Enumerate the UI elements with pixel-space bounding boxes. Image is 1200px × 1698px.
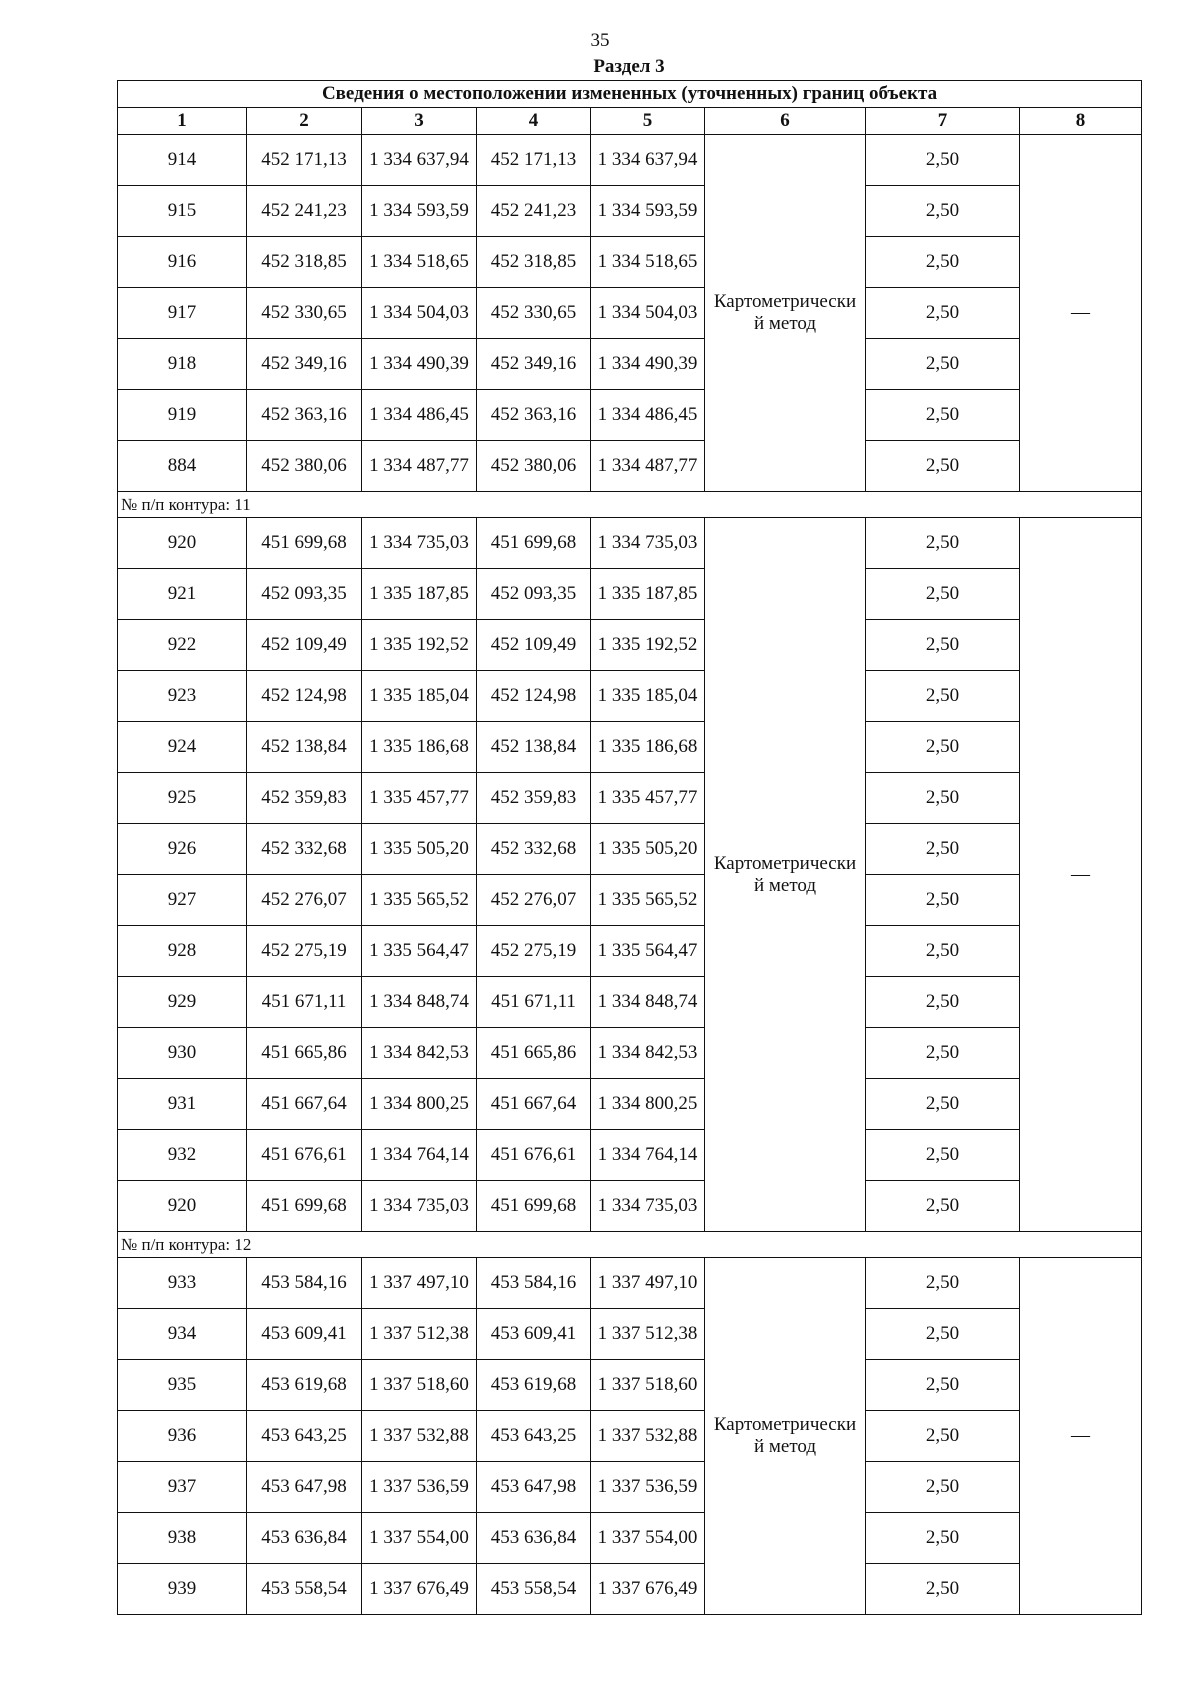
x-old-cell: 453 619,68 (247, 1360, 362, 1411)
method-text-line-2: й метод (753, 313, 817, 334)
x-new-cell: 452 318,85 (477, 237, 591, 288)
y-old-cell: 1 337 536,59 (362, 1462, 477, 1513)
x-new-cell: 453 643,25 (477, 1411, 591, 1462)
x-new-cell: 453 558,54 (477, 1564, 591, 1615)
y-new-cell: 1 337 676,49 (591, 1564, 705, 1615)
x-old-cell: 452 276,07 (247, 875, 362, 926)
x-new-cell: 452 363,16 (477, 390, 591, 441)
accuracy-cell: 2,50 (866, 1079, 1020, 1130)
y-old-cell: 1 334 735,03 (362, 518, 477, 569)
column-header-7: 7 (866, 108, 1020, 135)
table-row (118, 1079, 1142, 1130)
x-old-cell: 453 643,25 (247, 1411, 362, 1462)
y-new-cell: 1 334 486,45 (591, 390, 705, 441)
table-row (118, 824, 1142, 875)
method-text-line-1: Картометрически (713, 291, 857, 312)
accuracy-cell: 2,50 (866, 1564, 1020, 1615)
table-row (118, 441, 1142, 492)
y-old-cell: 1 334 518,65 (362, 237, 477, 288)
accuracy-cell: 2,50 (866, 441, 1020, 492)
accuracy-cell: 2,50 (866, 569, 1020, 620)
accuracy-cell: 2,50 (866, 1462, 1020, 1513)
y-old-cell: 1 334 735,03 (362, 1181, 477, 1232)
y-old-cell: 1 335 185,04 (362, 671, 477, 722)
y-new-cell: 1 335 185,04 (591, 671, 705, 722)
point-number-cell: 927 (118, 875, 247, 926)
table-row (118, 1462, 1142, 1513)
table-row (118, 875, 1142, 926)
point-number-cell: 920 (118, 1181, 247, 1232)
x-old-cell: 451 676,61 (247, 1130, 362, 1181)
x-old-cell: 452 380,06 (247, 441, 362, 492)
accuracy-cell: 2,50 (866, 926, 1020, 977)
table-row (118, 339, 1142, 390)
y-new-cell: 1 334 504,03 (591, 288, 705, 339)
y-old-cell: 1 335 565,52 (362, 875, 477, 926)
point-number-cell: 920 (118, 518, 247, 569)
x-new-cell: 452 380,06 (477, 441, 591, 492)
accuracy-cell: 2,50 (866, 237, 1020, 288)
point-number-cell: 917 (118, 288, 247, 339)
y-new-cell: 1 337 497,10 (591, 1258, 705, 1309)
y-new-cell: 1 335 505,20 (591, 824, 705, 875)
y-old-cell: 1 337 554,00 (362, 1513, 477, 1564)
y-new-cell: 1 334 637,94 (591, 135, 705, 186)
y-new-cell: 1 334 735,03 (591, 518, 705, 569)
y-old-cell: 1 334 486,45 (362, 390, 477, 441)
contour-label-row (118, 1232, 1142, 1258)
accuracy-cell: 2,50 (866, 1258, 1020, 1309)
y-new-cell: 1 334 593,59 (591, 186, 705, 237)
y-old-cell: 1 334 504,03 (362, 288, 477, 339)
y-new-cell: 1 337 532,88 (591, 1411, 705, 1462)
y-new-cell: 1 334 518,65 (591, 237, 705, 288)
contour-label: № п/п контура: 11 (118, 492, 1142, 518)
method-cell (705, 1258, 866, 1615)
point-number-cell: 930 (118, 1028, 247, 1079)
y-new-cell: 1 334 490,39 (591, 339, 705, 390)
x-old-cell: 453 609,41 (247, 1309, 362, 1360)
table-row (118, 237, 1142, 288)
y-old-cell: 1 335 505,20 (362, 824, 477, 875)
x-new-cell: 452 138,84 (477, 722, 591, 773)
y-old-cell: 1 335 564,47 (362, 926, 477, 977)
y-old-cell: 1 337 518,60 (362, 1360, 477, 1411)
accuracy-cell: 2,50 (866, 773, 1020, 824)
point-number-cell: 915 (118, 186, 247, 237)
y-new-cell: 1 337 518,60 (591, 1360, 705, 1411)
method-cell (705, 135, 866, 492)
y-new-cell: 1 335 186,68 (591, 722, 705, 773)
table-row (118, 569, 1142, 620)
y-old-cell: 1 337 676,49 (362, 1564, 477, 1615)
y-old-cell: 1 337 532,88 (362, 1411, 477, 1462)
table-header-row (118, 108, 1142, 135)
x-old-cell: 452 171,13 (247, 135, 362, 186)
table-row (118, 1181, 1142, 1232)
y-old-cell: 1 335 187,85 (362, 569, 477, 620)
accuracy-cell: 2,50 (866, 722, 1020, 773)
accuracy-cell: 2,50 (866, 288, 1020, 339)
method-text-line-2: й метод (753, 874, 817, 896)
x-old-cell: 452 359,83 (247, 773, 362, 824)
y-new-cell: 1 335 457,77 (591, 773, 705, 824)
y-new-cell: 1 335 192,52 (591, 620, 705, 671)
table-row (118, 1360, 1142, 1411)
x-new-cell: 451 667,64 (477, 1079, 591, 1130)
table-row (118, 390, 1142, 441)
accuracy-cell: 2,50 (866, 824, 1020, 875)
column-header-4: 4 (477, 108, 591, 135)
x-new-cell: 452 093,35 (477, 569, 591, 620)
table-row (118, 1513, 1142, 1564)
x-old-cell: 452 109,49 (247, 620, 362, 671)
table-row (118, 1564, 1142, 1615)
y-old-cell: 1 335 192,52 (362, 620, 477, 671)
y-old-cell: 1 334 487,77 (362, 441, 477, 492)
x-new-cell: 451 699,68 (477, 1181, 591, 1232)
table-row (118, 620, 1142, 671)
x-old-cell: 452 363,16 (247, 390, 362, 441)
contour-label: № п/п контура: 12 (118, 1232, 1142, 1258)
y-old-cell: 1 335 457,77 (362, 773, 477, 824)
x-new-cell: 451 676,61 (477, 1130, 591, 1181)
column-header-1: 1 (118, 108, 247, 135)
table-row (118, 722, 1142, 773)
x-new-cell: 451 671,11 (477, 977, 591, 1028)
point-number-cell: 914 (118, 135, 247, 186)
point-number-cell: 936 (118, 1411, 247, 1462)
point-number-cell: 925 (118, 773, 247, 824)
point-number-cell: 937 (118, 1462, 247, 1513)
x-new-cell: 452 275,19 (477, 926, 591, 977)
table-row (118, 1028, 1142, 1079)
x-new-cell: 452 359,83 (477, 773, 591, 824)
x-new-cell: 453 619,68 (477, 1360, 591, 1411)
x-old-cell: 451 665,86 (247, 1028, 362, 1079)
x-old-cell: 452 349,16 (247, 339, 362, 390)
table-title: Сведения о местоположении измененных (уточненных) границ объекта (118, 81, 1142, 108)
table-row (118, 926, 1142, 977)
column-8-dash-cell: — (1020, 518, 1142, 1232)
point-number-cell: 931 (118, 1079, 247, 1130)
x-old-cell: 452 138,84 (247, 722, 362, 773)
y-old-cell: 1 337 497,10 (362, 1258, 477, 1309)
x-new-cell: 453 636,84 (477, 1513, 591, 1564)
accuracy-cell: 2,50 (866, 518, 1020, 569)
table-body (118, 135, 1142, 1615)
x-new-cell: 453 647,98 (477, 1462, 591, 1513)
table-row (118, 1130, 1142, 1181)
point-number-cell: 938 (118, 1513, 247, 1564)
x-old-cell: 453 558,54 (247, 1564, 362, 1615)
x-new-cell: 452 349,16 (477, 339, 591, 390)
point-number-cell: 919 (118, 390, 247, 441)
x-old-cell: 453 636,84 (247, 1513, 362, 1564)
point-number-cell: 924 (118, 722, 247, 773)
x-new-cell: 451 699,68 (477, 518, 591, 569)
table-title-row (118, 81, 1142, 108)
point-number-cell: 929 (118, 977, 247, 1028)
y-old-cell: 1 334 800,25 (362, 1079, 477, 1130)
column-header-5: 5 (591, 108, 705, 135)
point-number-cell: 923 (118, 671, 247, 722)
x-old-cell: 452 093,35 (247, 569, 362, 620)
x-old-cell: 451 699,68 (247, 518, 362, 569)
point-number-cell: 932 (118, 1130, 247, 1181)
accuracy-cell: 2,50 (866, 977, 1020, 1028)
y-old-cell: 1 334 490,39 (362, 339, 477, 390)
column-8-dash-cell: — (1020, 135, 1142, 492)
point-number-cell: 939 (118, 1564, 247, 1615)
page-number: 35 (590, 30, 610, 51)
y-old-cell: 1 337 512,38 (362, 1309, 477, 1360)
x-new-cell: 452 276,07 (477, 875, 591, 926)
table-row (118, 518, 1142, 569)
point-number-cell: 933 (118, 1258, 247, 1309)
point-number-cell: 928 (118, 926, 247, 977)
y-new-cell: 1 334 848,74 (591, 977, 705, 1028)
y-old-cell: 1 334 593,59 (362, 186, 477, 237)
accuracy-cell: 2,50 (866, 671, 1020, 722)
y-new-cell: 1 335 187,85 (591, 569, 705, 620)
x-old-cell: 452 241,23 (247, 186, 362, 237)
x-old-cell: 453 647,98 (247, 1462, 362, 1513)
y-old-cell: 1 334 842,53 (362, 1028, 477, 1079)
accuracy-cell: 2,50 (866, 1130, 1020, 1181)
y-new-cell: 1 337 554,00 (591, 1513, 705, 1564)
accuracy-cell: 2,50 (866, 1309, 1020, 1360)
y-new-cell: 1 334 842,53 (591, 1028, 705, 1079)
method-text-line-2: й метод (753, 1436, 817, 1457)
x-new-cell: 453 584,16 (477, 1258, 591, 1309)
column-header-8: 8 (1020, 108, 1142, 135)
x-old-cell: 452 318,85 (247, 237, 362, 288)
accuracy-cell: 2,50 (866, 186, 1020, 237)
y-new-cell: 1 334 764,14 (591, 1130, 705, 1181)
y-new-cell: 1 334 735,03 (591, 1181, 705, 1232)
column-header-3: 3 (362, 108, 477, 135)
method-text-line-1: Картометрически (713, 852, 857, 874)
x-old-cell: 451 699,68 (247, 1181, 362, 1232)
y-old-cell: 1 334 637,94 (362, 135, 477, 186)
table-row (118, 186, 1142, 237)
y-new-cell: 1 337 536,59 (591, 1462, 705, 1513)
table-row (118, 135, 1142, 186)
y-old-cell: 1 334 764,14 (362, 1130, 477, 1181)
table-row (118, 1411, 1142, 1462)
x-new-cell: 451 665,86 (477, 1028, 591, 1079)
x-old-cell: 452 275,19 (247, 926, 362, 977)
x-new-cell: 452 241,23 (477, 186, 591, 237)
accuracy-cell: 2,50 (866, 1360, 1020, 1411)
accuracy-cell: 2,50 (866, 1411, 1020, 1462)
point-number-cell: 934 (118, 1309, 247, 1360)
point-number-cell: 916 (118, 237, 247, 288)
column-8-dash-cell: — (1020, 1258, 1142, 1615)
table-row (118, 1309, 1142, 1360)
table-row (118, 773, 1142, 824)
point-number-cell: 922 (118, 620, 247, 671)
point-number-cell: 926 (118, 824, 247, 875)
column-header-2: 2 (247, 108, 362, 135)
accuracy-cell: 2,50 (866, 1028, 1020, 1079)
x-new-cell: 452 171,13 (477, 135, 591, 186)
table-row (118, 1258, 1142, 1309)
method-cell (705, 518, 866, 1232)
accuracy-cell: 2,50 (866, 390, 1020, 441)
y-old-cell: 1 335 186,68 (362, 722, 477, 773)
x-old-cell: 451 671,11 (247, 977, 362, 1028)
x-old-cell: 452 332,68 (247, 824, 362, 875)
table-row (118, 977, 1142, 1028)
method-text-line-1: Картометрически (713, 1414, 857, 1435)
point-number-cell: 918 (118, 339, 247, 390)
accuracy-cell: 2,50 (866, 875, 1020, 926)
point-number-cell: 935 (118, 1360, 247, 1411)
x-new-cell: 452 109,49 (477, 620, 591, 671)
x-old-cell: 452 330,65 (247, 288, 362, 339)
y-new-cell: 1 334 800,25 (591, 1079, 705, 1130)
section-title: Раздел 3 (593, 56, 665, 77)
table-row (118, 288, 1142, 339)
point-number-cell: 921 (118, 569, 247, 620)
y-new-cell: 1 335 564,47 (591, 926, 705, 977)
accuracy-cell: 2,50 (866, 1181, 1020, 1232)
x-new-cell: 452 124,98 (477, 671, 591, 722)
contour-label-row (118, 492, 1142, 518)
x-new-cell: 452 332,68 (477, 824, 591, 875)
x-new-cell: 453 609,41 (477, 1309, 591, 1360)
accuracy-cell: 2,50 (866, 620, 1020, 671)
x-new-cell: 452 330,65 (477, 288, 591, 339)
y-new-cell: 1 335 565,52 (591, 875, 705, 926)
x-old-cell: 453 584,16 (247, 1258, 362, 1309)
accuracy-cell: 2,50 (866, 135, 1020, 186)
x-old-cell: 451 667,64 (247, 1079, 362, 1130)
x-old-cell: 452 124,98 (247, 671, 362, 722)
y-new-cell: 1 334 487,77 (591, 441, 705, 492)
y-old-cell: 1 334 848,74 (362, 977, 477, 1028)
point-number-cell: 884 (118, 441, 247, 492)
table-row (118, 671, 1142, 722)
y-new-cell: 1 337 512,38 (591, 1309, 705, 1360)
accuracy-cell: 2,50 (866, 339, 1020, 390)
coordinates-table (117, 80, 1142, 1615)
column-header-6: 6 (705, 108, 866, 135)
accuracy-cell: 2,50 (866, 1513, 1020, 1564)
